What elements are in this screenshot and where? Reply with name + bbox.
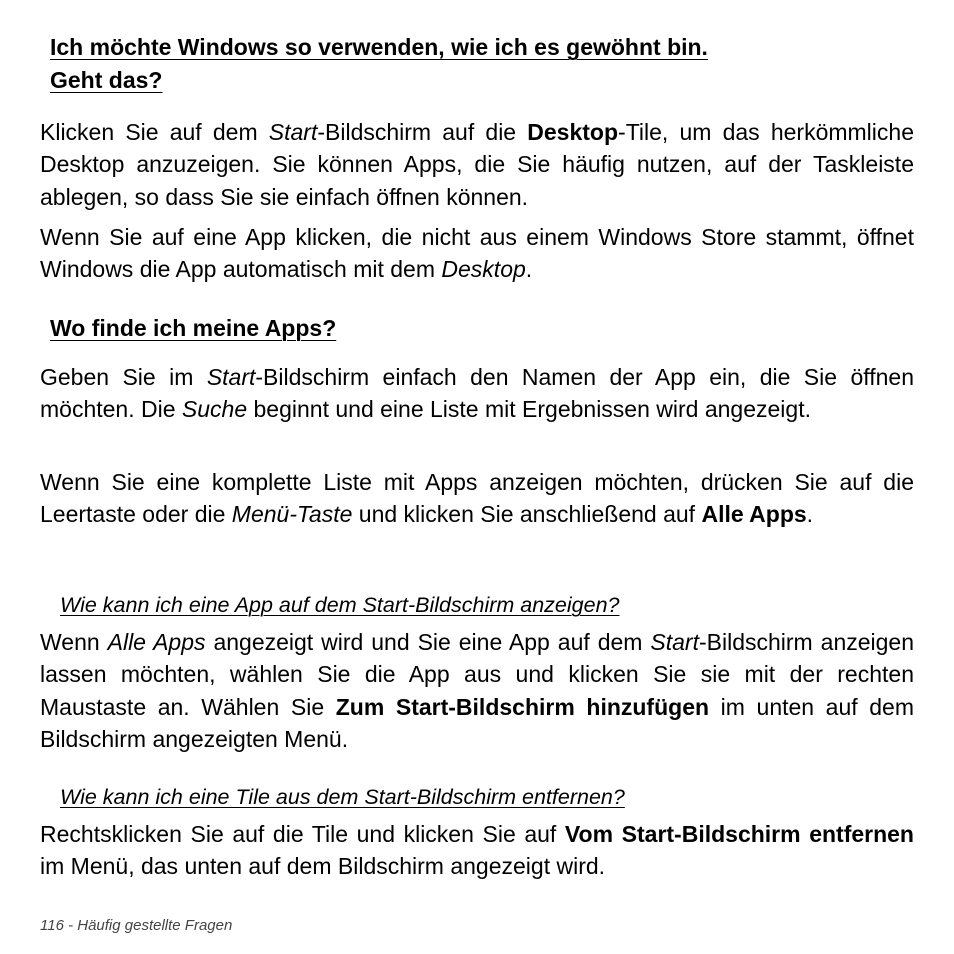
paragraph-unpin-tile: Rechtsklicken Sie auf die Tile und klicken Sie auf Vom Start-Bildschirm entfernen im Menü, das unten auf dem Bildschirm angezeigt wird. — [40, 821, 914, 880]
paragraph-search: Geben Sie im Start-Bildschirm einfach den Namen der App ein, die Sie öffnen möchten. Die Suche beginnt und eine Liste mit Ergebnissen wird angezeigt. — [40, 364, 914, 423]
paragraph-all-apps: Wenn Sie eine komplette Liste mit Apps anzeigen möchten, drücken Sie auf die Leertaste oder die Menü-Taste und klicken Sie anschließend auf Alle Apps. — [40, 469, 914, 528]
paragraph-desktop-tile: Klicken Sie auf dem Start-Bildschirm auf die Desktop-Tile, um das herkömmliche Desktop anzuzeigen. Sie können Apps, die Sie häufig nutzen, auf der Taskleiste ablegen, so dass Sie sie einfach öffnen können. — [40, 119, 914, 210]
section-heading-apps: Wo finde ich meine Apps? — [50, 315, 337, 341]
paragraph-pin-app: Wenn Alle Apps angezeigt wird und Sie eine App auf dem Start-Bildschirm anzeigen lassen möchten, wählen Sie die App aus und klicken Sie sie mit der rechten Maustaste an. Wählen Sie Zum Start-Bildschirm hinzufügen im unten auf dem Bildschirm angezeigten Menü. — [40, 629, 915, 753]
paragraph-windows-store: Wenn Sie auf eine App klicken, die nicht aus einem Windows Store stammt, öffnet Windows die App automatisch mit dem Desktop. — [40, 224, 914, 283]
subheading-show-app: Wie kann ich eine App auf dem Start-Bildschirm anzeigen? — [60, 593, 620, 617]
heading-line-2: Geht das? — [50, 67, 163, 93]
heading-line-1: Ich möchte Windows so verwenden, wie ich es gewöhnt bin. — [50, 34, 708, 60]
section-heading-windows — [50, 31, 860, 97]
page-footer: 116 - Häufig gestellte Fragen — [40, 917, 233, 934]
subheading-remove-tile: Wie kann ich eine Tile aus dem Start-Bildschirm entfernen? — [60, 785, 625, 809]
